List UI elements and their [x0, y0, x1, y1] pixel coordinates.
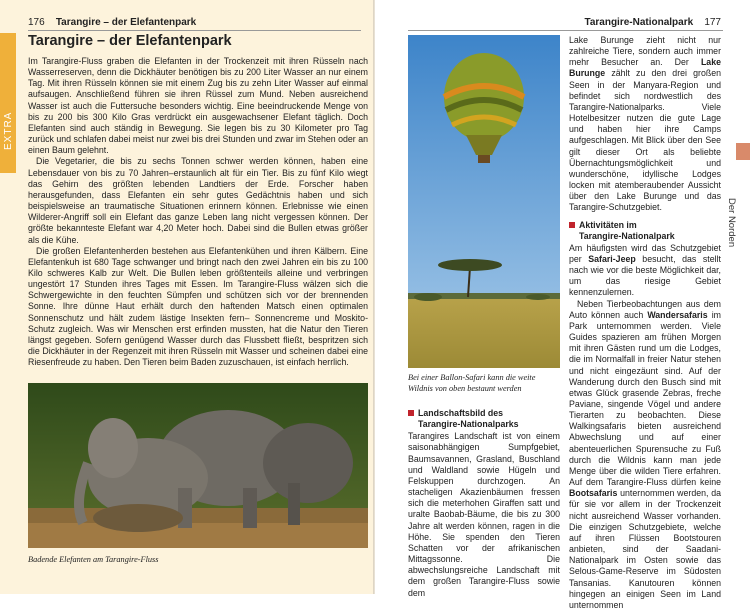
right-header-title: Tarangire-Nationalpark: [584, 17, 694, 28]
right-header-rule: [408, 30, 723, 31]
right-photo-caption: Bei einer Ballon-Safari kann die weite Wildnis von oben bestaunt werden: [408, 373, 536, 393]
elephant-photo: [28, 383, 368, 548]
paragraph: Am häufigsten wird das Schutzgebiet per Safari-Jeep besucht, das stellt nach wie vor die beste Möglichkeit dar, um das riesige Gebiet kennenzulernen.: [569, 242, 721, 298]
section1-heading-line2: Tarangire-Nationalparks: [418, 419, 519, 430]
chapter-label-der-norden: Der Norden: [726, 198, 737, 248]
paragraph: Tarangires Landschaft ist von einem saisonabhängigen Sumpfgebiet, Baumsavannen, Grasland, Buschland und Waldland sowie Hügeln und Felskuppen durchzogen. An stacheligen Akazienbäumen fressen sich die meterhohen Giraffen satt und uralte Baobab-Bäume, die bis zu 300 Jahre alt werden können, ragen in die Höhe. Sie spenden den Tieren Schatten vor der afrikanischen Mittagssonne. Die abwechslungsreiche Landschaft mit dem großen Tarangire-Fluss sowie dem: [408, 431, 560, 598]
article-title: Tarangire – der Elefantenpark: [28, 33, 232, 49]
keyword-bootsafaris: Bootsafaris: [569, 488, 618, 499]
left-header-title: Tarangire – der Elefantenpark: [55, 17, 197, 28]
section-heading-activities: [569, 220, 721, 242]
section2-heading-line1: Aktivitäten im: [579, 219, 637, 230]
paragraph: Die Vegetarier, die bis zu sechs Tonnen schwer werden können, haben eine Lebensdauer von bis zu 70 Jahren–erstaunlich alt für ein Tier. Bis zu fünf Kilo wiegt das Gehirn des größten lebenden Landtiers der Erde. Forscher haben herausgefunden, dass Elefanten ein sehr gutes Gedächtnis haben und sich beispielsweise an traumatische Situationen erinnern können. Erlebnisse wie einen Wilderer-Angriff soll ein Elefant das ganze Leben lang nicht vergessen können. Der größte bekannteste Elefant war 4,20 Meter hoch. Dabei sind die Bullen etwas größer als die Kühe.: [28, 156, 368, 245]
paragraph: Neben Tierbeobachtungen aus dem Auto können auch Wandersafaris im Park unternommen werden. Viele Guides spazieren am frühen Morgen mit ihren Gästen rund um die Lodges, die im Normalfall in freier Natur stehen und nicht eingezäunt sind. Auf der Wanderung durch den Busch sind mit etwas Glück grasende Zebras, freche Paviane, singende Vögel und andere Tierarten zu beobachten. Diese Walkingsafaris bieten ausreichend Abwechslung und auf einer abenteuerlichen Spurensuche zu Fuß durch die Wildnis kann man jede Menge über die wilden Tiere erfahren. Auf dem Tarangire-Fluss dürfen keine Bootsafaris unternommen werden, da für sie vor allem in der Trockenzeit nicht ausreichend Wasser vorhanden. Die einzigen Schutzgebiete, welche auf ihren Flüssen Bootstouren anbieten, sind der Saadani-Nationalpark im Osten sowie das Selous-Game-Reserve im Südosten Tansanias. Kanutouren können hingegen an einigen Seen im Land unternommen: [569, 298, 721, 610]
bullet-square-icon: [569, 222, 575, 228]
left-photo-caption: Badende Elefanten am Tarangire-Fluss: [28, 555, 159, 564]
paragraph: Im Tarangire-Fluss graben die Elefanten in der Trockenzeit mit ihren Rüsseln nach Wasserreserven, denn die Dickhäuter benötigen bis zu 200 Liter Wasser an nur einem Tag. Mit ihren Rüsseln können sie mit einem Zug bis zu zehn Liter Wasser auf einmal aufsaugen. Anschließend führen sie ihren Rüssel zum Mund. Neben ausreichend Wasser ist auch die Futtersuche besonders wichtig. Eine beeindruckende Menge von bis zu 200 bis 300 Kilo Gras verdrückt ein ausgewachsener Elefant täglich. Doch Elefanten sind auch ständig in Bewegung. Sie legen bis zu 30 Kilometer pro Tag zurück und schlafen dabei meist nur zwei bis drei Stunden und zwar im Stehen oder an einen Baum gelehnt.: [28, 56, 368, 156]
bullet-square-icon: [408, 410, 414, 416]
chapter-side-tab: [736, 143, 750, 160]
extra-tab: [0, 33, 16, 173]
right-page: [375, 0, 750, 610]
paragraph: Die großen Elefantenherden bestehen aus Elefantenkühen und ihren Kälbern. Eine Elefantenkuh ist 680 Tage schwanger und bringt nach den zwei Jahren ein bis zu 100 Kilo schweres Kalb zur Welt. Die Bullen leben größtenteils alleine und verbringen ungestört 17 Stunden ihres Tages mit Essen. Im Tarangire-Fluss wälzen sich die Schwergewichte in den feuchten Sümpfen und schützen sich vor der brennenden Sonne. Ihre dünne Haut erhält durch den haftenden Matsch einen optimalen Sonnenschutz und hält zudem lästige Insekten fern– Sonnencreme und Moskito-Schutz zugleich. Was wir Menschen erst erfinden mussten, hat die Natur den Tieren längst gegeben. Sofern genügend Wasser durch das Flussbett fließt, bespritzen sich die Dickhäuter in der Regenzeit mit ihren Rüsseln mit Wasser und scheinen dabei eine Riesenfreude zu haben. Den Tieren beim Baden zuzuschauen, ist einfach herrlich.: [28, 245, 368, 368]
keyword-lake-burunge: Lake Burunge: [569, 57, 721, 79]
section1-heading-line1: Landschaftsbild des: [418, 408, 504, 418]
balloon-photo: [408, 35, 560, 368]
extra-label: EXTRA: [3, 111, 14, 150]
right-col1-text: [408, 402, 560, 599]
paragraph: Lake Burunge zieht nicht nur zahlreiche Tiere, sondern auch immer mehr Besucher an. Der Lake Burunge zählt zu den drei großen Seen in der Manyara-Region und befindet sich nordwestlich des Tarangire-Nationalparks. Viele Hotelbesitzer nutzen die gute Lage und haben hier ihre Camps aufgeschlagen. Mit Blick über den See gilt dieser Ort als beliebte Übernachtungsmöglichkeit und wunderschöne, idyllische Lodges locken mit atemberaubender Aussicht über den Lake Burunge und das Tarangire-Schutzgebiet.: [569, 35, 721, 213]
section2-heading-line2: Tarangire-Nationalpark: [579, 230, 675, 241]
left-running-header: [28, 17, 196, 28]
keyword-safari-jeep: Safari-Jeep: [588, 253, 636, 264]
section-heading-landscape: [408, 408, 560, 430]
keyword-wandersafaris: Wandersafaris: [647, 309, 708, 320]
left-header-rule: [28, 30, 361, 31]
left-page: [0, 0, 375, 594]
right-page-number: 177: [704, 17, 721, 28]
right-col2-text: [569, 35, 721, 611]
right-running-header: [584, 17, 721, 28]
left-body-text: [28, 56, 368, 368]
left-page-number: 176: [28, 17, 45, 28]
